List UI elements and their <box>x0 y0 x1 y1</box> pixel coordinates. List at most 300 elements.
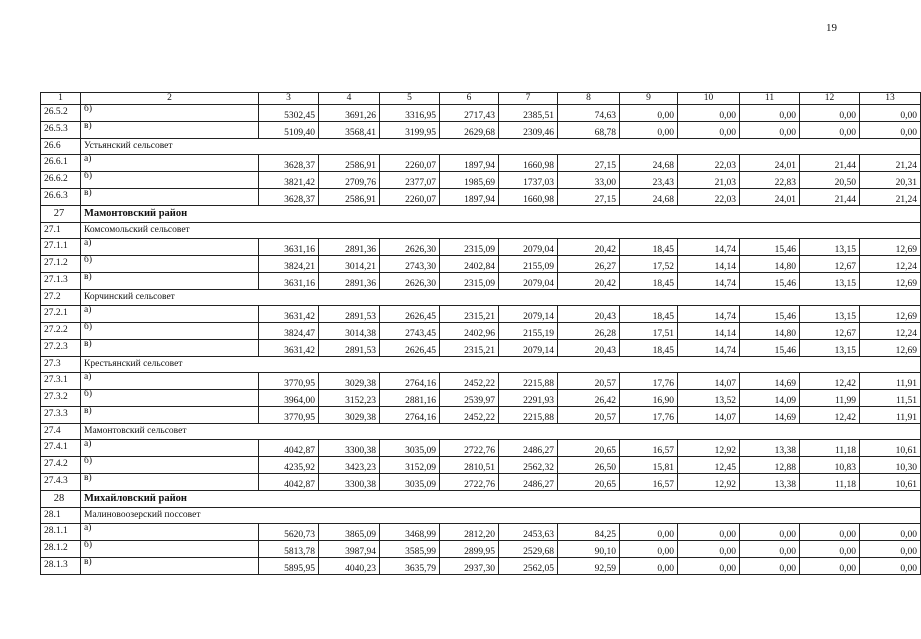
header-row <box>41 93 921 105</box>
table-row <box>41 524 921 541</box>
row-code: 27.2.1 <box>41 306 81 323</box>
value-cell: 12,42 <box>800 373 860 390</box>
value-cell: 14,14 <box>678 323 740 340</box>
row-code: 26.6 <box>41 139 81 155</box>
value-cell: 2562,32 <box>499 457 558 474</box>
column-header: 11 <box>740 93 800 105</box>
value-cell: 15,81 <box>620 457 678 474</box>
table-row <box>41 189 921 206</box>
value-cell: 0,00 <box>678 105 740 122</box>
value-cell: 21,44 <box>800 189 860 206</box>
value-cell: 0,00 <box>620 524 678 541</box>
value-cell: 14,80 <box>740 256 800 273</box>
row-code: 27.3.2 <box>41 390 81 407</box>
value-cell: 2215,88 <box>499 373 558 390</box>
value-cell: 2764,16 <box>380 407 440 424</box>
value-cell: 12,92 <box>678 474 740 491</box>
value-cell: 3029,38 <box>319 373 380 390</box>
value-cell: 17,76 <box>620 373 678 390</box>
value-cell: 2562,05 <box>499 558 558 575</box>
table-row <box>41 239 921 256</box>
value-cell: 5895,95 <box>259 558 319 575</box>
council-title: Корчинский сельсовет <box>81 290 921 306</box>
value-cell: 14,07 <box>678 373 740 390</box>
value-cell: 2709,76 <box>319 172 380 189</box>
value-cell: 3014,21 <box>319 256 380 273</box>
value-cell: 14,80 <box>740 323 800 340</box>
value-cell: 5620,73 <box>259 524 319 541</box>
council-title: Крестьянский сельсовет <box>81 357 921 373</box>
value-cell: 12,24 <box>860 256 921 273</box>
district-row <box>41 206 921 223</box>
value-cell: 3824,47 <box>259 323 319 340</box>
value-cell: 17,76 <box>620 407 678 424</box>
council-title: Малиновоозерский поссовет <box>81 508 921 524</box>
value-cell: 20,42 <box>558 239 620 256</box>
value-cell: 12,69 <box>860 340 921 357</box>
row-variant: в) <box>81 558 259 575</box>
value-cell: 12,69 <box>860 273 921 290</box>
value-cell: 0,00 <box>678 558 740 575</box>
value-cell: 2626,30 <box>380 273 440 290</box>
value-cell: 2743,45 <box>380 323 440 340</box>
value-cell: 15,46 <box>740 340 800 357</box>
value-cell: 4042,87 <box>259 440 319 457</box>
value-cell: 20,65 <box>558 474 620 491</box>
value-cell: 3964,00 <box>259 390 319 407</box>
value-cell: 0,00 <box>678 524 740 541</box>
row-code: 28.1.2 <box>41 541 81 558</box>
value-cell: 21,03 <box>678 172 740 189</box>
value-cell: 12,24 <box>860 323 921 340</box>
value-cell: 27,15 <box>558 155 620 172</box>
row-code: 27.4 <box>41 424 81 440</box>
row-code: 27.1.2 <box>41 256 81 273</box>
value-cell: 12,42 <box>800 407 860 424</box>
value-cell: 11,18 <box>800 440 860 457</box>
value-cell: 2891,36 <box>319 239 380 256</box>
value-cell: 24,68 <box>620 155 678 172</box>
value-cell: 3987,94 <box>319 541 380 558</box>
value-cell: 3014,38 <box>319 323 380 340</box>
value-cell: 0,00 <box>620 105 678 122</box>
value-cell: 1897,94 <box>440 189 499 206</box>
value-cell: 12,92 <box>678 440 740 457</box>
value-cell: 3300,38 <box>319 440 380 457</box>
row-variant: а) <box>81 440 259 457</box>
value-cell: 27,15 <box>558 189 620 206</box>
value-cell: 1897,94 <box>440 155 499 172</box>
table-row <box>41 172 921 189</box>
value-cell: 2079,04 <box>499 239 558 256</box>
value-cell: 22,83 <box>740 172 800 189</box>
value-cell: 16,57 <box>620 474 678 491</box>
value-cell: 13,15 <box>800 273 860 290</box>
value-cell: 24,01 <box>740 189 800 206</box>
row-variant: б) <box>81 172 259 189</box>
value-cell: 18,45 <box>620 273 678 290</box>
row-code: 28.1.1 <box>41 524 81 541</box>
value-cell: 0,00 <box>800 524 860 541</box>
value-cell: 3770,95 <box>259 407 319 424</box>
row-code: 26.5.3 <box>41 122 81 139</box>
row-code: 27.4.2 <box>41 457 81 474</box>
value-cell: 2291,93 <box>499 390 558 407</box>
row-code: 28 <box>41 491 81 508</box>
value-cell: 2899,95 <box>440 541 499 558</box>
value-cell: 2453,63 <box>499 524 558 541</box>
row-code: 27.2.3 <box>41 340 81 357</box>
value-cell: 14,74 <box>678 340 740 357</box>
value-cell: 12,45 <box>678 457 740 474</box>
value-cell: 5109,40 <box>259 122 319 139</box>
value-cell: 2626,30 <box>380 239 440 256</box>
table-row <box>41 323 921 340</box>
value-cell: 2891,53 <box>319 340 380 357</box>
value-cell: 18,45 <box>620 306 678 323</box>
value-cell: 20,65 <box>558 440 620 457</box>
value-cell: 0,00 <box>620 541 678 558</box>
value-cell: 11,99 <box>800 390 860 407</box>
value-cell: 3152,09 <box>380 457 440 474</box>
value-cell: 14,74 <box>678 273 740 290</box>
value-cell: 20,57 <box>558 407 620 424</box>
row-variant: а) <box>81 239 259 256</box>
value-cell: 1660,98 <box>499 155 558 172</box>
table-row <box>41 440 921 457</box>
council-row <box>41 139 921 155</box>
row-variant: в) <box>81 340 259 357</box>
value-cell: 14,69 <box>740 373 800 390</box>
value-cell: 26,50 <box>558 457 620 474</box>
value-cell: 20,43 <box>558 306 620 323</box>
value-cell: 2743,30 <box>380 256 440 273</box>
row-code: 27 <box>41 206 81 223</box>
value-cell: 4040,23 <box>319 558 380 575</box>
value-cell: 2452,22 <box>440 373 499 390</box>
row-code: 28.1.3 <box>41 558 81 575</box>
column-header: 5 <box>380 93 440 105</box>
council-row <box>41 357 921 373</box>
column-header: 13 <box>860 93 921 105</box>
value-cell: 3865,09 <box>319 524 380 541</box>
value-cell: 17,52 <box>620 256 678 273</box>
table-row <box>41 407 921 424</box>
value-cell: 14,74 <box>678 306 740 323</box>
value-cell: 20,43 <box>558 340 620 357</box>
row-variant: б) <box>81 390 259 407</box>
table-row <box>41 558 921 575</box>
value-cell: 2937,30 <box>440 558 499 575</box>
council-title: Мамонтовский сельсовет <box>81 424 921 440</box>
value-cell: 24,68 <box>620 189 678 206</box>
row-variant: б) <box>81 105 259 122</box>
value-cell: 2402,84 <box>440 256 499 273</box>
value-cell: 22,03 <box>678 155 740 172</box>
value-cell: 3300,38 <box>319 474 380 491</box>
row-variant: в) <box>81 273 259 290</box>
row-code: 27.1.1 <box>41 239 81 256</box>
value-cell: 0,00 <box>860 541 921 558</box>
value-cell: 2402,96 <box>440 323 499 340</box>
value-cell: 0,00 <box>740 105 800 122</box>
value-cell: 12,69 <box>860 239 921 256</box>
value-cell: 3628,37 <box>259 189 319 206</box>
council-title: Комсомольский сельсовет <box>81 223 921 239</box>
column-header: 6 <box>440 93 499 105</box>
value-cell: 3631,42 <box>259 306 319 323</box>
value-cell: 26,27 <box>558 256 620 273</box>
value-cell: 2486,27 <box>499 474 558 491</box>
value-cell: 90,10 <box>558 541 620 558</box>
value-cell: 0,00 <box>860 105 921 122</box>
value-cell: 10,30 <box>860 457 921 474</box>
row-code: 26.6.1 <box>41 155 81 172</box>
column-header: 9 <box>620 93 678 105</box>
value-cell: 2722,76 <box>440 474 499 491</box>
value-cell: 0,00 <box>800 122 860 139</box>
column-header: 8 <box>558 93 620 105</box>
value-cell: 92,59 <box>558 558 620 575</box>
table-row <box>41 155 921 172</box>
value-cell: 0,00 <box>860 524 921 541</box>
value-cell: 21,24 <box>860 155 921 172</box>
value-cell: 0,00 <box>678 122 740 139</box>
district-title: Мамонтовский район <box>81 206 921 223</box>
page-number: 19 <box>826 22 837 34</box>
value-cell: 1985,69 <box>440 172 499 189</box>
value-cell: 3152,23 <box>319 390 380 407</box>
value-cell: 4042,87 <box>259 474 319 491</box>
value-cell: 2626,45 <box>380 340 440 357</box>
row-code: 27.2 <box>41 290 81 306</box>
value-cell: 2626,45 <box>380 306 440 323</box>
value-cell: 12,67 <box>800 256 860 273</box>
value-cell: 2079,14 <box>499 306 558 323</box>
value-cell: 13,15 <box>800 340 860 357</box>
value-cell: 2722,76 <box>440 440 499 457</box>
value-cell: 0,00 <box>740 541 800 558</box>
value-cell: 0,00 <box>860 122 921 139</box>
value-cell: 2529,68 <box>499 541 558 558</box>
value-cell: 2891,36 <box>319 273 380 290</box>
value-cell: 14,14 <box>678 256 740 273</box>
value-cell: 2891,53 <box>319 306 380 323</box>
table-row <box>41 373 921 390</box>
council-row <box>41 508 921 524</box>
value-cell: 3770,95 <box>259 373 319 390</box>
value-cell: 2155,19 <box>499 323 558 340</box>
column-header: 10 <box>678 93 740 105</box>
value-cell: 2486,27 <box>499 440 558 457</box>
value-cell: 21,44 <box>800 155 860 172</box>
value-cell: 10,61 <box>860 440 921 457</box>
value-cell: 14,74 <box>678 239 740 256</box>
value-cell: 3585,99 <box>380 541 440 558</box>
council-row <box>41 223 921 239</box>
row-variant: а) <box>81 373 259 390</box>
value-cell: 2260,07 <box>380 189 440 206</box>
value-cell: 3029,38 <box>319 407 380 424</box>
row-code: 27.1.3 <box>41 273 81 290</box>
value-cell: 14,07 <box>678 407 740 424</box>
row-variant: б) <box>81 541 259 558</box>
value-cell: 13,15 <box>800 306 860 323</box>
table-row <box>41 273 921 290</box>
row-variant: б) <box>81 256 259 273</box>
value-cell: 13,52 <box>678 390 740 407</box>
value-cell: 20,50 <box>800 172 860 189</box>
row-code: 27.3.3 <box>41 407 81 424</box>
value-cell: 0,00 <box>740 558 800 575</box>
value-cell: 13,15 <box>800 239 860 256</box>
row-code: 27.3 <box>41 357 81 373</box>
value-cell: 1660,98 <box>499 189 558 206</box>
value-cell: 10,83 <box>800 457 860 474</box>
value-cell: 22,03 <box>678 189 740 206</box>
district-title: Михайловский район <box>81 491 921 508</box>
value-cell: 2260,07 <box>380 155 440 172</box>
value-cell: 14,69 <box>740 407 800 424</box>
row-variant: б) <box>81 457 259 474</box>
value-cell: 15,46 <box>740 306 800 323</box>
table-row <box>41 541 921 558</box>
council-row <box>41 424 921 440</box>
column-header: 3 <box>259 93 319 105</box>
value-cell: 2629,68 <box>440 122 499 139</box>
value-cell: 11,91 <box>860 407 921 424</box>
value-cell: 2315,21 <box>440 306 499 323</box>
column-header: 7 <box>499 93 558 105</box>
value-cell: 2586,91 <box>319 189 380 206</box>
row-variant: а) <box>81 155 259 172</box>
value-cell: 11,18 <box>800 474 860 491</box>
value-cell: 1737,03 <box>499 172 558 189</box>
row-code: 28.1 <box>41 508 81 524</box>
value-cell: 11,51 <box>860 390 921 407</box>
row-code: 26.6.2 <box>41 172 81 189</box>
value-cell: 15,46 <box>740 239 800 256</box>
value-cell: 3423,23 <box>319 457 380 474</box>
row-variant: в) <box>81 474 259 491</box>
value-cell: 5813,78 <box>259 541 319 558</box>
value-cell: 3631,16 <box>259 273 319 290</box>
row-variant: а) <box>81 306 259 323</box>
value-cell: 18,45 <box>620 340 678 357</box>
value-cell: 2215,88 <box>499 407 558 424</box>
row-code: 27.4.3 <box>41 474 81 491</box>
value-cell: 18,45 <box>620 239 678 256</box>
value-cell: 11,91 <box>860 373 921 390</box>
value-cell: 13,38 <box>740 474 800 491</box>
row-code: 27.2.2 <box>41 323 81 340</box>
value-cell: 16,57 <box>620 440 678 457</box>
value-cell: 2810,51 <box>440 457 499 474</box>
value-cell: 24,01 <box>740 155 800 172</box>
value-cell: 2315,09 <box>440 239 499 256</box>
value-cell: 0,00 <box>620 558 678 575</box>
value-cell: 26,42 <box>558 390 620 407</box>
row-variant: б) <box>81 323 259 340</box>
value-cell: 0,00 <box>860 558 921 575</box>
value-cell: 0,00 <box>800 558 860 575</box>
value-cell: 0,00 <box>800 541 860 558</box>
table-row <box>41 390 921 407</box>
value-cell: 4235,92 <box>259 457 319 474</box>
value-cell: 16,90 <box>620 390 678 407</box>
value-cell: 14,09 <box>740 390 800 407</box>
value-cell: 23,43 <box>620 172 678 189</box>
row-variant: в) <box>81 189 259 206</box>
value-cell: 20,57 <box>558 373 620 390</box>
value-cell: 26,28 <box>558 323 620 340</box>
value-cell: 17,51 <box>620 323 678 340</box>
value-cell: 3035,09 <box>380 474 440 491</box>
value-cell: 2385,51 <box>499 105 558 122</box>
value-cell: 3568,41 <box>319 122 380 139</box>
value-cell: 2309,46 <box>499 122 558 139</box>
value-cell: 3635,79 <box>380 558 440 575</box>
table-row <box>41 256 921 273</box>
value-cell: 2079,14 <box>499 340 558 357</box>
column-header: 12 <box>800 93 860 105</box>
row-variant: в) <box>81 122 259 139</box>
table-row <box>41 340 921 357</box>
value-cell: 68,78 <box>558 122 620 139</box>
value-cell: 2315,21 <box>440 340 499 357</box>
value-cell: 2586,91 <box>319 155 380 172</box>
value-cell: 0,00 <box>800 105 860 122</box>
value-cell: 12,88 <box>740 457 800 474</box>
value-cell: 33,00 <box>558 172 620 189</box>
table-row <box>41 457 921 474</box>
tariff-table <box>40 92 921 575</box>
value-cell: 3631,42 <box>259 340 319 357</box>
council-title: Устьянский сельсовет <box>81 139 921 155</box>
value-cell: 2452,22 <box>440 407 499 424</box>
value-cell: 12,69 <box>860 306 921 323</box>
row-code: 26.6.3 <box>41 189 81 206</box>
value-cell: 3468,99 <box>380 524 440 541</box>
value-cell: 2155,09 <box>499 256 558 273</box>
value-cell: 20,42 <box>558 273 620 290</box>
value-cell: 13,38 <box>740 440 800 457</box>
value-cell: 2812,20 <box>440 524 499 541</box>
council-row <box>41 290 921 306</box>
column-header: 2 <box>81 93 259 105</box>
value-cell: 10,61 <box>860 474 921 491</box>
value-cell: 3199,95 <box>380 122 440 139</box>
value-cell: 20,31 <box>860 172 921 189</box>
value-cell: 2539,97 <box>440 390 499 407</box>
value-cell: 3316,95 <box>380 105 440 122</box>
value-cell: 0,00 <box>678 541 740 558</box>
column-header: 4 <box>319 93 380 105</box>
value-cell: 3628,37 <box>259 155 319 172</box>
table-row <box>41 105 921 122</box>
table-row <box>41 474 921 491</box>
row-code: 27.1 <box>41 223 81 239</box>
value-cell: 0,00 <box>740 122 800 139</box>
value-cell: 3691,26 <box>319 105 380 122</box>
value-cell: 3631,16 <box>259 239 319 256</box>
value-cell: 21,24 <box>860 189 921 206</box>
column-header: 1 <box>41 93 81 105</box>
row-variant: в) <box>81 407 259 424</box>
value-cell: 12,67 <box>800 323 860 340</box>
value-cell: 15,46 <box>740 273 800 290</box>
value-cell: 3821,42 <box>259 172 319 189</box>
